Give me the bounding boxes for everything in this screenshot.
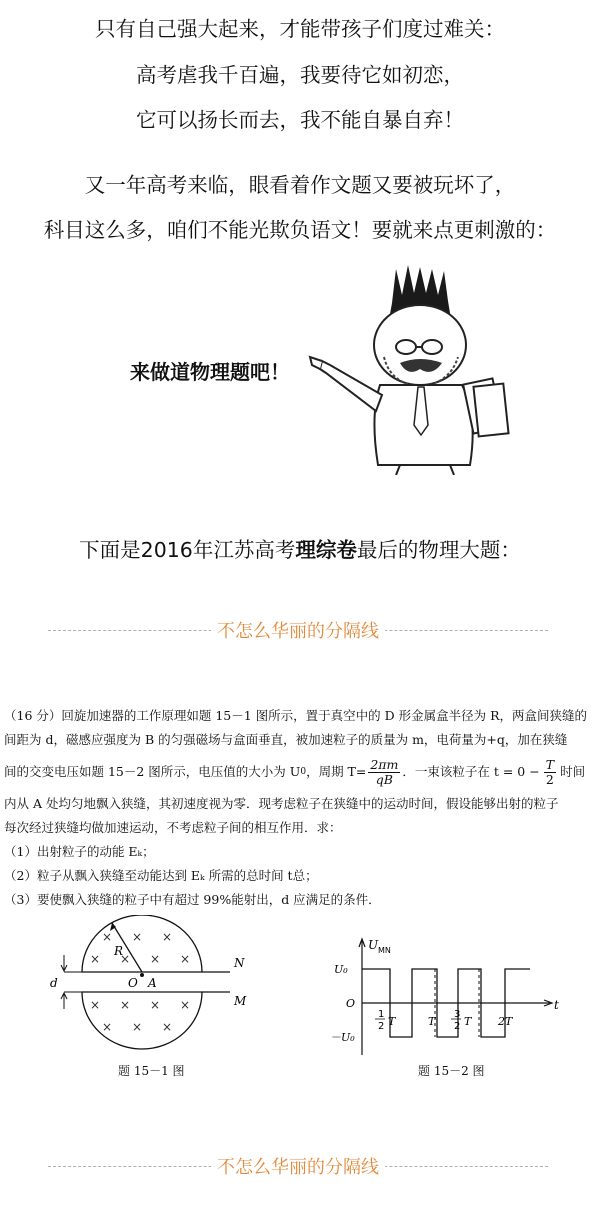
label-O: O xyxy=(128,976,138,990)
svg-text:×: × xyxy=(162,1020,173,1034)
svg-text:×: × xyxy=(102,1020,113,1034)
svg-text:×: × xyxy=(132,1020,143,1034)
svg-text:×: × xyxy=(180,998,191,1012)
svg-text:×: × xyxy=(90,952,101,966)
svg-text:×: × xyxy=(150,952,161,966)
tick-half-den: 2 xyxy=(378,1021,385,1032)
label-A: A xyxy=(148,976,157,990)
problem-line-2: 间距为 d，磁感应强度为 B 的匀强磁场与盒面垂直，被加速粒子的质量为 m，电荷量为+q，加在狭缝 xyxy=(4,732,568,747)
label-d: d xyxy=(50,976,58,990)
figure-15-1 xyxy=(50,915,260,1065)
problem-line-3a: 间的交变电压如题 15－2 图所示，电压值的大小为 U xyxy=(4,764,301,779)
label-M: M xyxy=(234,994,247,1008)
y-tick-top: U₀ xyxy=(334,963,348,976)
cartoon-teacher-illustration xyxy=(300,265,540,475)
problem-line-3c: ．一束该粒子在 t = 0 − xyxy=(402,764,540,779)
fraction2-denominator: 2 xyxy=(545,771,554,787)
figure-15-1-caption: 题 15－1 图 xyxy=(118,1064,185,1078)
problem-line-4: 内从 A 处均匀地飘入狭缝，其初速度视为零．现考虑粒子在狭缝中的运动时间，假设能够出射的粒子 xyxy=(4,796,559,811)
tick-3half-num: 3 xyxy=(454,1009,461,1020)
speech-text: 来做道物理题吧！ xyxy=(130,360,290,384)
heading-bold: 理综卷 xyxy=(295,538,357,562)
y-tick-bottom: －U₀ xyxy=(330,1031,355,1044)
divider-top xyxy=(48,620,548,640)
problem-line-3b: ，周期 T= xyxy=(306,764,367,779)
intro-line-2: 高考虐我千百遍，我要待它如初恋， xyxy=(136,63,464,87)
heading-prefix: 下面是2016年江苏高考 xyxy=(79,538,296,562)
svg-text:×: × xyxy=(102,930,113,944)
problem-text xyxy=(4,704,596,912)
label-R: R xyxy=(114,944,124,958)
fraction2-numerator: T xyxy=(545,756,555,772)
svg-text:×: × xyxy=(132,930,143,944)
question-1: （1）出射粒子的动能 Eₖ； xyxy=(4,844,155,859)
tick-3half-T: T xyxy=(464,1015,472,1028)
question-2: （2）粒子从飘入狭缝至动能达到 Eₖ 所需的总时间 t总； xyxy=(4,868,318,883)
svg-text:×: × xyxy=(150,998,161,1012)
y-axis-label: U xyxy=(368,938,379,952)
y-tick-zero: O xyxy=(346,997,356,1010)
svg-text:×: × xyxy=(180,952,191,966)
divider-label: 不怎么华丽的分隔线 xyxy=(211,621,385,642)
tick-T: T xyxy=(428,1015,436,1028)
x-axis-label: t xyxy=(554,998,559,1012)
svg-text:×: × xyxy=(120,998,131,1012)
intro-line-1: 只有自己强大起来，才能带孩子们度过难关： xyxy=(95,17,505,41)
intro-line-5: 科目这么多，咱们不能光欺负语文！要就来点更刺激的： xyxy=(43,218,557,242)
svg-text:×: × xyxy=(120,952,131,966)
question-3: （3）要使飘入狭缝的粒子中有超过 99%能射出，d 应满足的条件． xyxy=(4,892,381,907)
problem-line-3d: 时间 xyxy=(560,764,586,779)
intro-line-4: 又一年高考来临，眼看着作文题又要被玩坏了， xyxy=(84,173,516,197)
intro-line-3: 它可以扬长而去，我不能自暴自弃！ xyxy=(136,108,464,132)
divider-label: 不怎么华丽的分隔线 xyxy=(211,1157,385,1178)
heading-suffix: 最后的物理大题： xyxy=(356,538,521,562)
divider-bottom xyxy=(48,1156,548,1176)
figure-15-2-caption: 题 15－2 图 xyxy=(418,1064,485,1078)
problem-line-1: （16 分）回旋加速器的工作原理如题 15－1 图所示，置于真空中的 D 形金属盒半径为 R，两盒间狭缝的 xyxy=(4,708,588,723)
fraction-numerator: 2πm xyxy=(370,756,399,772)
section-heading xyxy=(0,533,600,563)
tick-half-num: 1 xyxy=(378,1009,385,1020)
tick-3half-den: 2 xyxy=(454,1021,461,1032)
y-axis-label-sub: MN xyxy=(378,946,391,955)
svg-text:×: × xyxy=(90,998,101,1012)
svg-text:×: × xyxy=(162,930,173,944)
problem-line-5: 每次经过狭缝均做加速运动，不考虑粒子间的相互作用．求： xyxy=(4,820,342,835)
fraction-half-period xyxy=(544,758,556,787)
figure-15-2 xyxy=(330,935,570,1065)
tick-half-T: T xyxy=(388,1015,396,1028)
fraction-denominator: qB xyxy=(375,771,393,787)
problem-line-3: 间的交变电压如题 15－2 图所示，电压值的大小为 U 0 ，周期 T= $\frac{2\pi m}{qB}$ ．一束该粒子在 t = 0 − $\frac{T}{2}$ 时间 xyxy=(4,756,586,787)
tick-2T: 2T xyxy=(498,1015,513,1028)
fraction-period xyxy=(368,758,400,787)
label-N: N xyxy=(234,956,245,970)
